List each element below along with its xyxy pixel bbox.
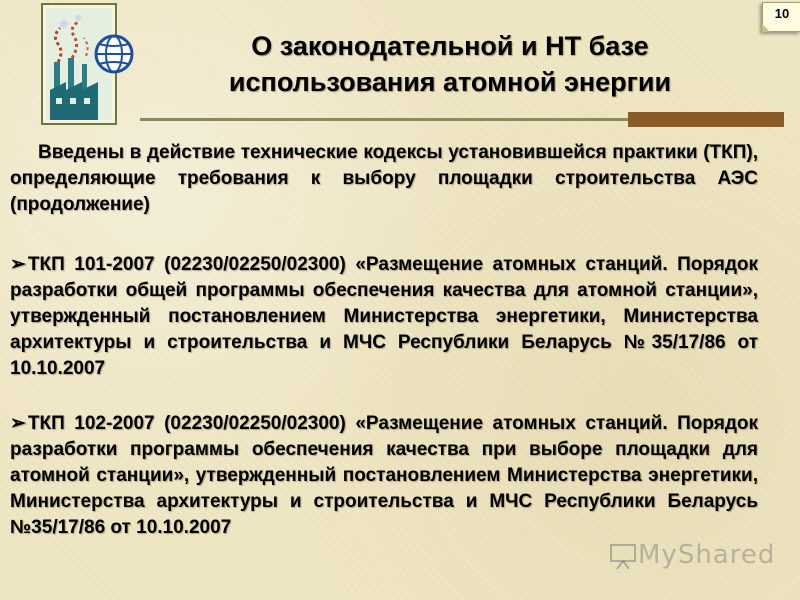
watermark-text: MyShared: [638, 540, 776, 570]
slide-title: [150, 28, 750, 100]
title-line-1: О законодательной и НТ базе: [251, 31, 649, 61]
slide-number: 10: [762, 2, 800, 32]
title-line-2: использования атомной энергии: [228, 67, 672, 97]
logo-emblem-icon: [40, 2, 134, 130]
arrow-bullet-icon: ➢: [10, 254, 26, 275]
list-item: [10, 411, 758, 541]
presentation-icon: [608, 541, 638, 571]
arrow-bullet-icon: ➢: [10, 413, 26, 434]
accent-bar: [628, 112, 784, 127]
list-item-text: ТКП 101-2007 (02230/02250/02300) «Размещение атомных станций. Порядок разработки общей программы обеспечения качества для атомной станции», утвержденный постановлением Министерства энергетики, Министерства архитектуры и строительства и МЧС Республики Беларусь №35/17/86 от 10.10.2007: [10, 254, 758, 379]
title-divider: [140, 118, 628, 121]
intro-paragraph: Введены в действие технические кодексы установившейся практики (ТКП), определяющие требования к выбору площадки строительства АЭС (продолжение): [10, 142, 758, 215]
watermark: [608, 540, 775, 576]
list-item-text: ТКП 102-2007 (02230/02250/02300) «Размещение атомных станций. Порядок разработки программы обеспечения качества при выборе площадки для атомной станции», утвержденный постановлением Министерства энергетики, Министерства архитектуры и строительства и МЧС Республики Беларусь №35/17/86 от 10.10.2007: [10, 413, 758, 538]
list-item: [10, 252, 758, 382]
